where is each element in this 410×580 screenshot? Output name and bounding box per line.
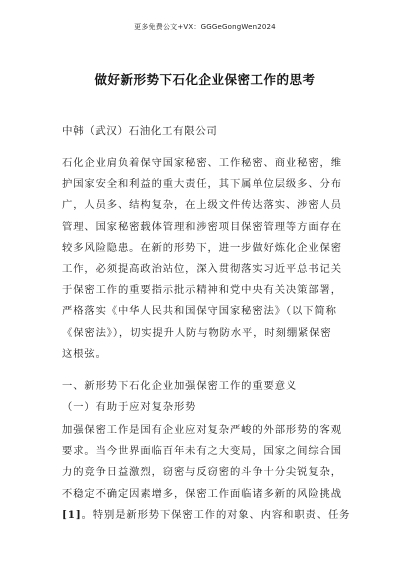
paragraph-significance <box>62 420 354 526</box>
text-line: 这根弦。 <box>62 347 107 360</box>
paragraph-intro <box>62 153 354 365</box>
text-line: 工作，必须提高政治站位，深入贯彻落实习近平总书记关 <box>62 263 342 276</box>
text-line: 要求。当今世界面临百年未有之大变局，国家之间综合国 <box>62 445 342 458</box>
text-line: 《保密法》），切实提升人防与物防水平，时刻绷紧保密 <box>62 326 332 339</box>
text-line: 护国家安全和利益的重大责任，其下属单位层级多、分布 <box>62 178 342 191</box>
text-line: 石化企业肩负着保守国家秘密、工作秘密、商业秘密，维 <box>62 157 342 169</box>
text-line: 广，人员多、结构复杂，在上级文件传达落实、涉密人员 <box>62 199 342 212</box>
header-note: 更多免费公文+VX：GGGeGongWen2024 <box>134 23 276 31</box>
text-line: 管理、国家秘密载体管理和涉密项目保密管理等方面存在 <box>62 220 342 233</box>
text-line: 不稳定不确定因素增多，保密工作面临诸多新的风险挑战 <box>62 487 342 500</box>
text-line: 严格落实《中华人民共和国保守国家秘密法》（以下简称 <box>62 305 337 318</box>
text-line: 加强保密工作是国有企业应对复杂严峻的外部形势的客观 <box>62 424 342 436</box>
text-line: 较多风险隐患。在新的形势下，进一步做好炼化企业保密 <box>62 241 342 254</box>
author-affiliation: 中韩（武汉）石油化工有限公司 <box>62 125 218 137</box>
text-fragment: 。特别是新形势下保密工作的对象、内容和职责、任务 <box>81 508 351 521</box>
text-line: 力的竞争日益激烈，窃密与反窃密的斗争十分尖锐复杂， <box>62 466 342 479</box>
text-line-with-reference <box>62 505 354 526</box>
citation-reference[interactable]: [1] <box>62 508 82 521</box>
subsection-heading: （一）有助于应对复杂形势 <box>62 401 197 413</box>
text-line: 于保密工作的重要指示批示精神和党中央有关决策部署， <box>62 284 342 297</box>
page-title: 做好新形势下石化企业保密工作的思考 <box>94 72 316 87</box>
section-heading: 一、新形势下石化企业加强保密工作的重要意义 <box>62 380 298 392</box>
